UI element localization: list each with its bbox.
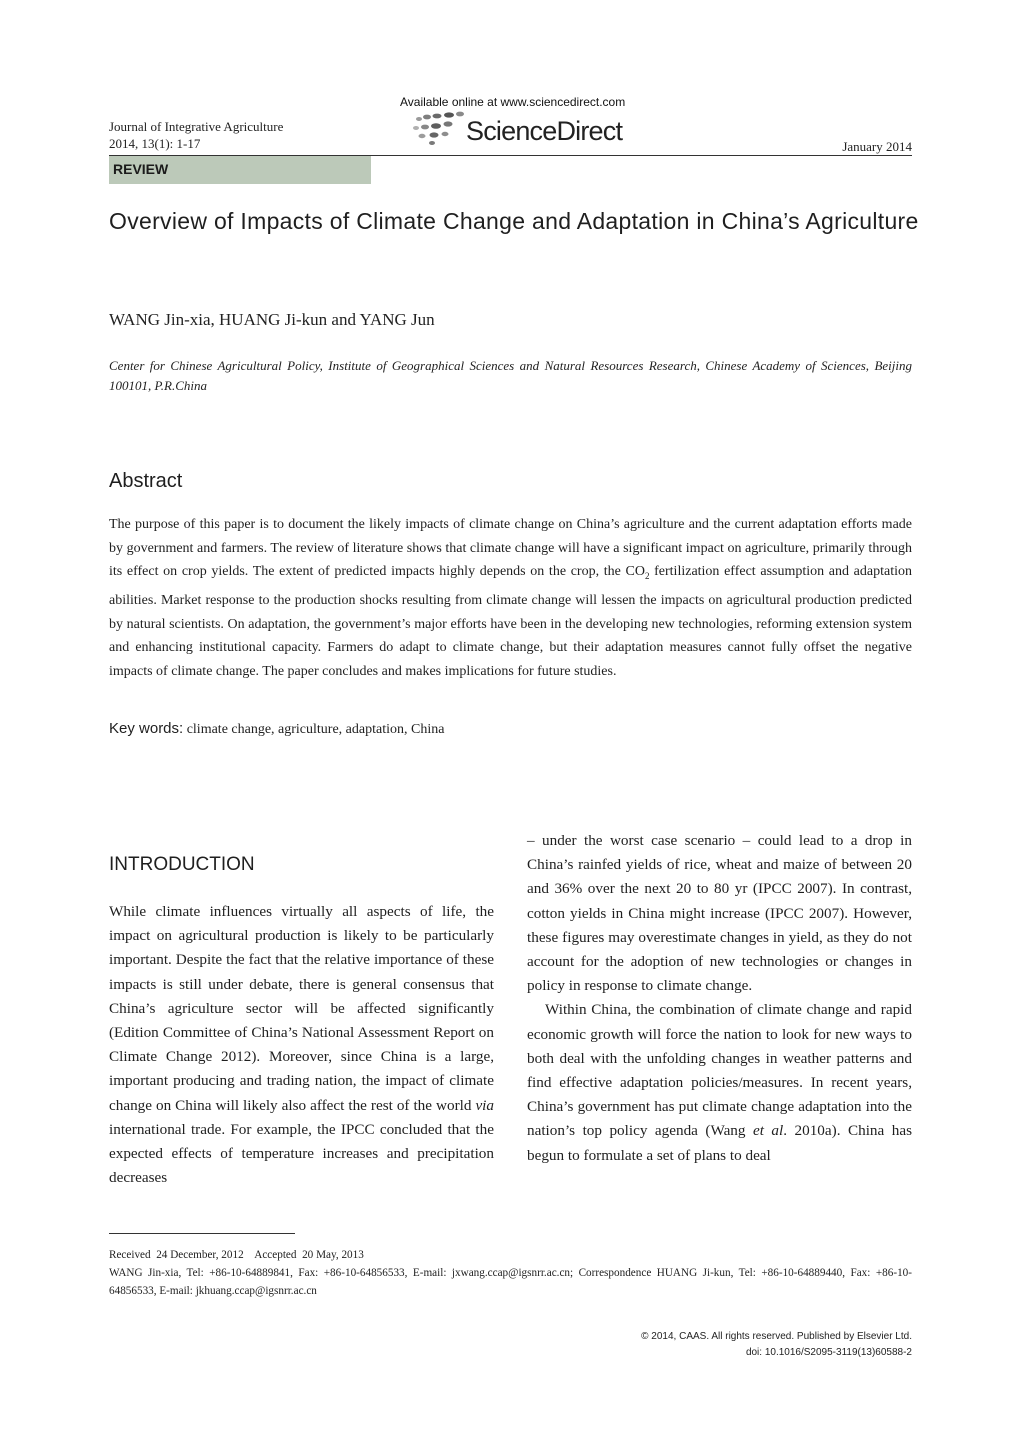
journal-issue: 2014, 13(1): 1-17 [109, 136, 201, 151]
right-column [527, 829, 912, 1168]
co2-base: CO [625, 564, 645, 580]
intro-text-part-2: international trade. For example, the IPCC concluded that the expected effects of temperature increases and precipitation decreases [109, 1120, 494, 1187]
abstract-paragraph [109, 513, 912, 684]
sciencedirect-logo [412, 110, 642, 150]
introduction-heading: INTRODUCTION [109, 854, 255, 875]
journal-name: Journal of Integrative Agriculture [109, 119, 284, 134]
keywords-list: climate change, agriculture, adaptation, China [186, 722, 445, 737]
journal-citation [109, 118, 283, 152]
abstract-text-part-2: fertilization effect assumption and adaptation abilities. Market response to the production shocks resulting from climate change will lessen the impacts on agricultural production predicted by natural scientists. On adaptation, the government’s major efforts have been in the developing new technologies, reforming extension system and enhancing institutional capacity. Farmers do adapt to climate change, but their adaptation measures cannot fully offset the negative impacts of climate change. The paper concludes and makes implications for future studies. [109, 564, 912, 680]
doi: doi: 10.1016/S2095-3119(13)60588-2 [745, 1347, 912, 1358]
intro-text-part-1: While climate influences virtually all aspects of life, the impact on agricultural production is likely to be particularly important. Despite the fact that the relative importance of these impacts is still under debate, there is general consensus that China’s agriculture sector will be affected significantly (Edition Committee of China’s National Assessment Report on Climate Change 2012). Moreover, since China is a large, important producing and trading nation, the impact of climate change on China will likely also affect the rest of the world [109, 903, 494, 1114]
left-column [109, 900, 494, 1190]
abstract-text-part-1: The purpose of this paper is to document the likely impacts of climate change on China’s agriculture and the current adaptation efforts made by government and farmers. The review of literature shows that climate change will have a significant impact on agriculture, primarily through its effect on crop yields. The extent of predicted impacts highly depends on the crop, the [109, 517, 912, 580]
available-online-note: Available online at www.sciencedirect.com [400, 95, 626, 109]
intro-paragraph-continued: – under the worst case scenario – could lead to a drop in China’s rainfed yields of rice, wheat and maize of between 20 and 36% over the next 20 to 80 yr (IPCC 2007). In contrast, cotton yields in China might increase (IPCC 2007). However, these figures may overestimate changes in yield, as they do not account for the adoption of new technologies or changes in policy in response to climate change. [527, 832, 912, 995]
abstract-body [109, 513, 912, 684]
contact-info: WANG Jin-xia, Tel: +86-10-64889841, Fax: +86-10-64856533, E-mail: jxwang.ccap@igsnrr.ac.cn; Correspondence HUANG Ji-kun, Tel: +86-10-64889440, Fax: +86-10-64856533, E-mail: jkhuang.ccap@igsnrr.ac.cn [109, 1267, 912, 1297]
intro-paragraph-1 [109, 900, 494, 1190]
intro-paragraph-2 [527, 998, 912, 1167]
author-list: WANG Jin-xia, HUANG Ji-kun and YANG Jun [109, 310, 435, 329]
italic-et-al: et al [752, 1122, 784, 1140]
keywords-label: Key words: [109, 720, 184, 737]
footnotes [109, 1246, 912, 1300]
issue-date: January 2014 [842, 139, 912, 154]
intro-p2-part-1: Within China, the combination of climate change and rapid economic growth will force the nation to look for new ways to both deal with the unfolding changes in weather patterns and find effective adaptation policies/measures. In recent years, China’s government has put climate change adaptation into the nation’s top policy agenda (Wang [527, 1001, 912, 1140]
article-title: Overview of Impacts of Climate Change and Adaptation in China’s Agriculture [109, 208, 919, 234]
italic-via: via [475, 1096, 494, 1114]
author-affiliation: Center for Chinese Agricultural Policy, Institute of Geographical Sciences and Natural Resources Research, Chinese Academy of Sciences, Beijing 100101, P.R.China [109, 358, 912, 393]
copyright-block [641, 1329, 912, 1361]
section-badge [109, 156, 371, 184]
section-badge-label: REVIEW [113, 161, 169, 177]
abstract-heading: Abstract [109, 470, 183, 492]
footnote-divider [109, 1233, 295, 1234]
received-accepted-dates: Received 24 December, 2012 Accepted 20 May, 2013 [109, 1249, 364, 1261]
co2-subscript: 2 [644, 571, 650, 582]
sciencedirect-wordmark: ScienceDirect [466, 116, 623, 146]
copyright-notice: © 2014, CAAS. All rights reserved. Published by Elsevier Ltd. [641, 1331, 912, 1342]
sciencedirect-dots-icon [412, 110, 466, 150]
intro-p2-part-2: . 2010a). China has begun to formulate a set of plans to deal [527, 1122, 912, 1164]
keywords-line [109, 720, 444, 738]
